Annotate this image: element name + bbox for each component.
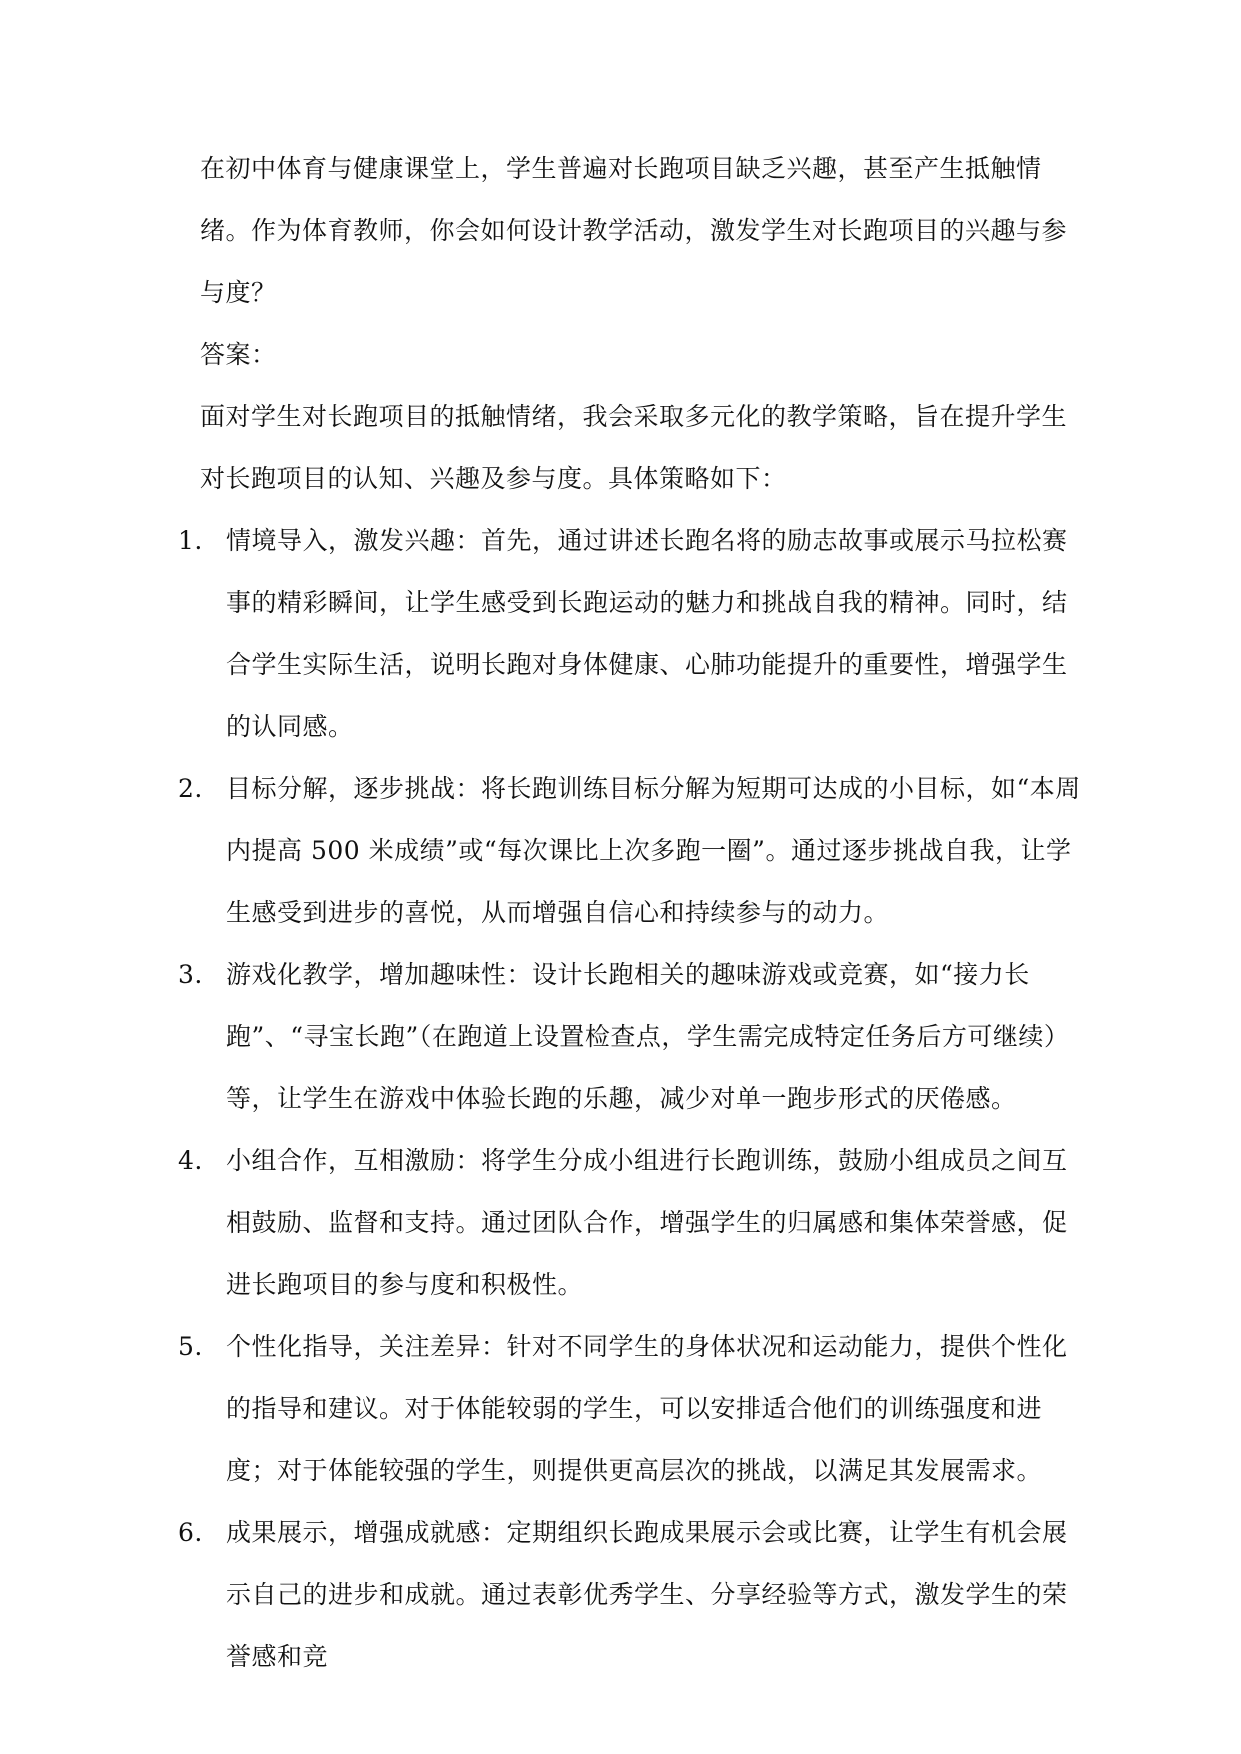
list-item-text: 目标分解，逐步挑战：将长跑训练目标分解为短期可达成的小目标，如“本周内提高 500 米成绩”或“每次课比上次多跑一圈”。通过逐步挑战自我，让学生感受到进步的喜悦，从而增强自信心和持续参与的动力。: [226, 774, 1081, 927]
list-item-number: 1.: [178, 526, 203, 555]
list-item-number: 6.: [178, 1518, 203, 1547]
list-item: [178, 944, 1090, 1130]
question-text: 在初中体育与健康课堂上，学生普遍对长跑项目缺乏兴趣，甚至产生抵触情绪。作为体育教师，你会如何设计教学活动，激发学生对长跑项目的兴趣与参与度？: [200, 154, 1068, 307]
strategy-list: [178, 510, 1090, 1688]
list-item-number: 2.: [178, 774, 203, 803]
list-item-text: 游戏化教学，增加趣味性：设计长跑相关的趣味游戏或竞赛，如“接力长跑”、“寻宝长跑”（在跑道上设置检查点，学生需完成特定任务后方可继续）等，让学生在游戏中体验长跑的乐趣，减少对单一跑步形式的厌倦感。: [226, 960, 1070, 1113]
list-item-text: 小组合作，互相激励：将学生分成小组进行长跑训练，鼓励小组成员之间互相鼓励、监督和支持。通过团队合作，增强学生的归属感和集体荣誉感，促进长跑项目的参与度和积极性。: [226, 1146, 1068, 1299]
list-item: [178, 510, 1090, 758]
list-item-text: 成果展示，增强成就感：定期组织长跑成果展示会或比赛，让学生有机会展示自己的进步和成就。通过表彰优秀学生、分享经验等方式，激发学生的荣誉感和竞: [226, 1518, 1068, 1671]
list-item: [178, 1316, 1090, 1502]
list-item: [178, 1130, 1090, 1316]
list-item-number: 3.: [178, 960, 203, 989]
list-item: [178, 1502, 1090, 1688]
answer-label: 答案：: [200, 340, 277, 369]
list-item-text: 情境导入，激发兴趣：首先，通过讲述长跑名将的励志故事或展示马拉松赛事的精彩瞬间，让学生感受到长跑运动的魅力和挑战自我的精神。同时，结合学生实际生活，说明长跑对身体健康、心肺功能提升的重要性，增强学生的认同感。: [226, 526, 1068, 741]
list-item-text: 个性化指导，关注差异：针对不同学生的身体状况和运动能力，提供个性化的指导和建议。对于体能较弱的学生，可以安排适合他们的训练强度和进度；对于体能较强的学生，则提供更高层次的挑战，以满足其发展需求。: [226, 1332, 1068, 1485]
answer-intro: 面对学生对长跑项目的抵触情绪，我会采取多元化的教学策略，旨在提升学生对长跑项目的认知、兴趣及参与度。具体策略如下：: [200, 402, 1068, 493]
list-item-number: 4.: [178, 1146, 203, 1175]
list-item: [178, 758, 1090, 944]
document-content: [178, 138, 1090, 1688]
list-item-number: 5.: [178, 1332, 203, 1361]
